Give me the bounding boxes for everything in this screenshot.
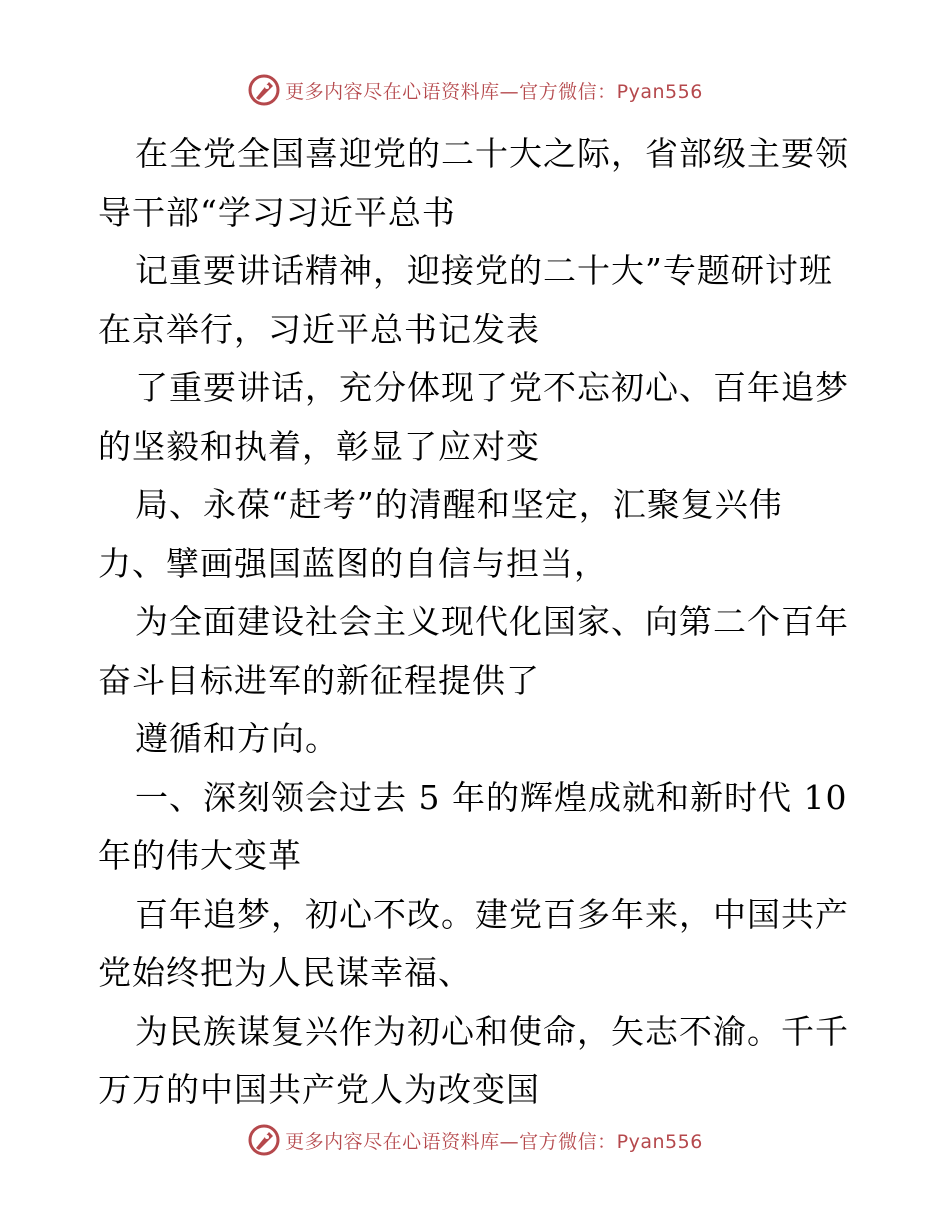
text-line: 百年追梦，初心不改。建党百多年来，中国共产	[135, 894, 849, 934]
text-line: 党始终把为人民谋幸福、	[98, 953, 472, 992]
header-banner-text: 更多内容尽在心语资料库—官方微信：Pyan556	[285, 80, 703, 103]
text-line: 的坚毅和执着，彰显了应对变	[98, 426, 540, 466]
pen-nib-logo-icon	[247, 1123, 281, 1157]
text-line: 导干部“学习习近平总书	[98, 192, 456, 232]
text-line: 万万的中国共产党人为改变国	[98, 1070, 540, 1109]
text-line: 力、擘画强国蓝图的自信与担当，	[98, 543, 608, 583]
text-line: 奋斗目标进军的新征程提供了	[98, 660, 540, 700]
text-line: 年的伟大变革	[98, 836, 302, 875]
header-banner	[0, 70, 950, 110]
text-line: 在京举行，习近平总书记发表	[98, 309, 540, 349]
text-line: 遵循和方向。	[135, 719, 339, 758]
document-body	[98, 125, 858, 1120]
footer-banner	[0, 1120, 950, 1160]
text-line: 为民族谋复兴作为初心和使命，矢志不渝。千千	[135, 1011, 849, 1051]
text-line: 局、永葆“赶考”的清醒和坚定，汇聚复兴伟	[135, 485, 783, 524]
text-line: 了重要讲话，充分体现了党不忘初心、百年追梦	[135, 368, 849, 407]
footer-banner-text: 更多内容尽在心语资料库—官方微信：Pyan556	[285, 1130, 703, 1153]
pen-nib-logo-icon	[247, 73, 281, 107]
text-line: 记重要讲话精神，迎接党的二十大”专题研讨班	[135, 251, 833, 290]
text-line: 为全面建设社会主义现代化国家、向第二个百年	[135, 602, 849, 641]
text-line: 一、深刻领会过去 5 年的辉煌成就和新时代 10	[135, 777, 848, 817]
text-line: 在全党全国喜迎党的二十大之际，省部级主要领	[135, 134, 849, 173]
